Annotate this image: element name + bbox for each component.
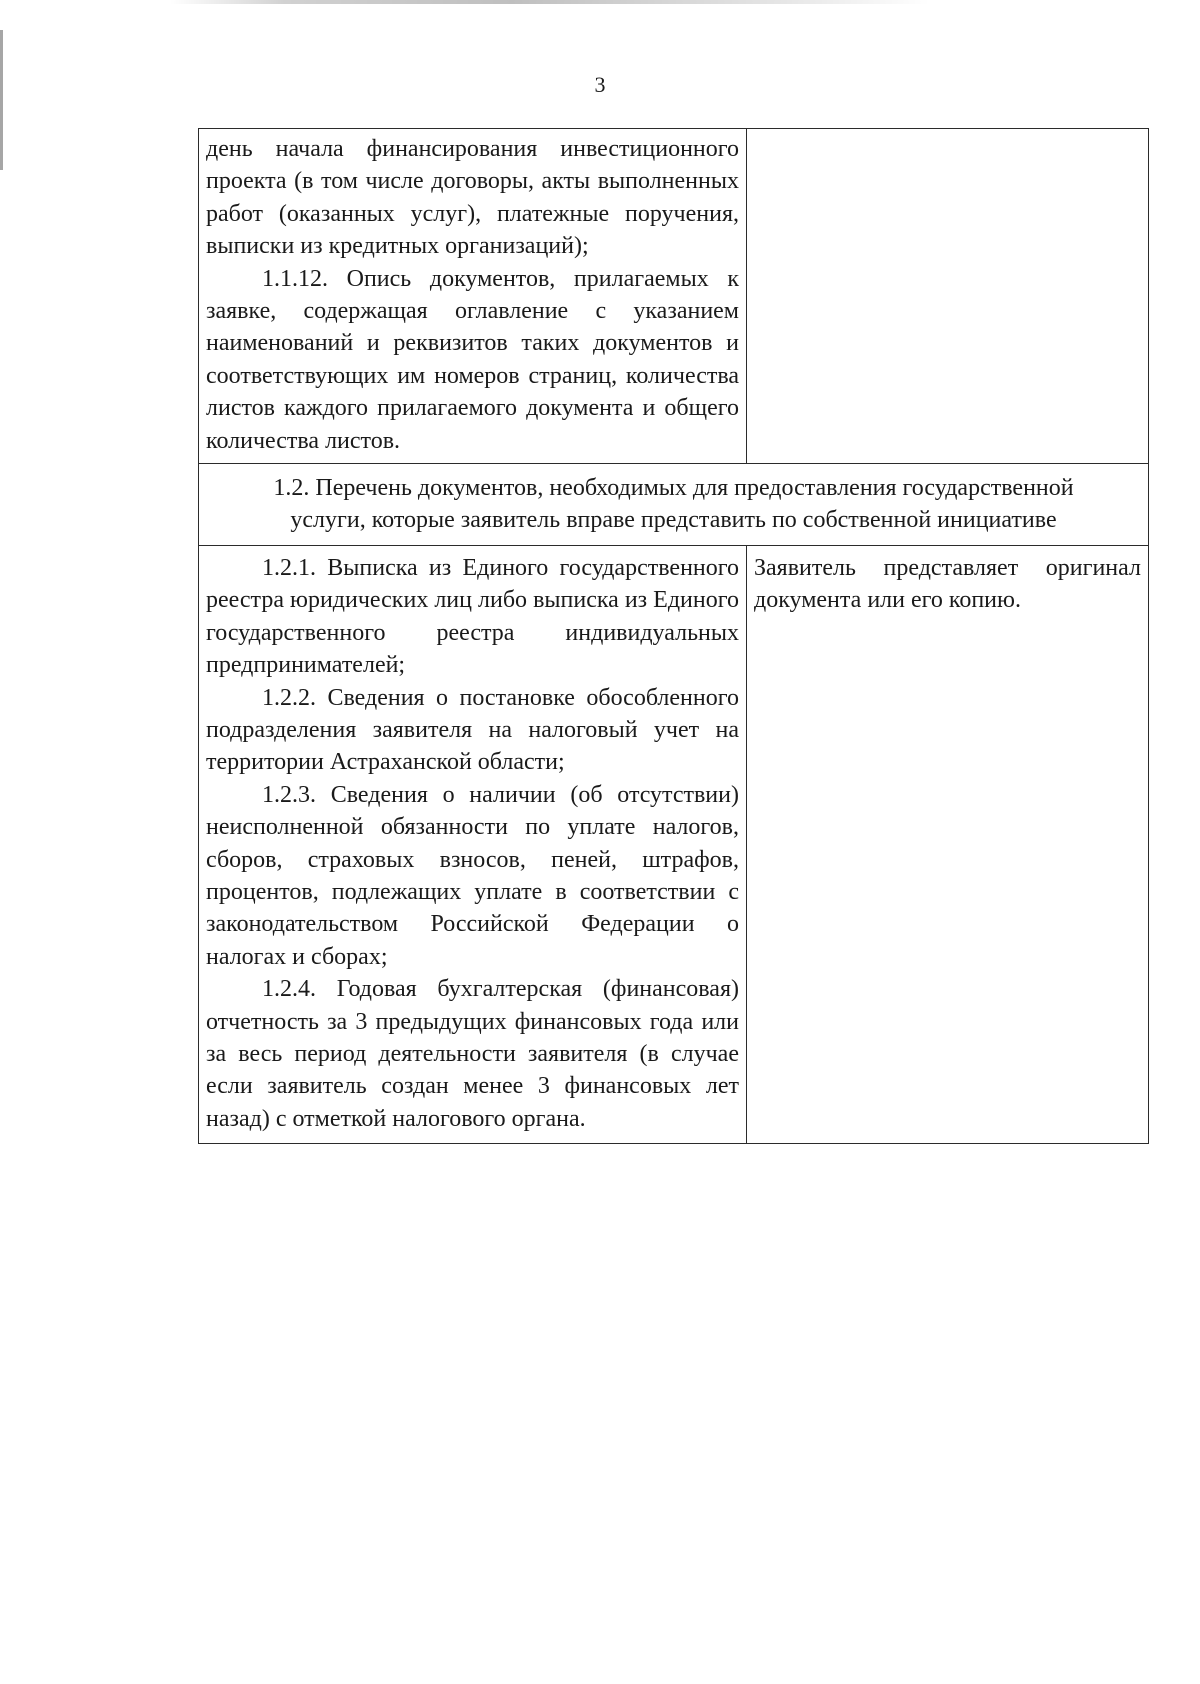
scan-edge-top (170, 0, 930, 4)
paragraph-1-2-2: 1.2.2. Сведения о постановке обособленного подразделения заявителя на налоговый учет на территории Астраханской области; (206, 684, 739, 776)
cell-documents-list (199, 129, 747, 464)
cell-requirements-empty (747, 129, 1149, 464)
paragraph-1-2-4: 1.2.4. Годовая бухгалтерская (финансовая) отчетность за 3 предыдущих финансовых года или за весь период деятельности заявителя (в случае если заявитель создан менее 3 финансовых лет назад) с отметкой налогового органа. (206, 976, 739, 1132)
paragraph-1-2-3: 1.2.3. Сведения о наличии (об отсутствии) неисполненной обязанности по уплате налогов, сборов, страховых взносов, пеней, штрафов, процентов, подлежащих уплате в соответствии с законодательством Российской Федерации о налогах и сборах; (206, 781, 739, 970)
paragraph-1-1-12: 1.1.12. Опись документов, прилагаемых к заявке, содержащая оглавление с указанием наименований и реквизитов таких документов и соответствующих им номеров страниц, количества листов каждого прилагаемого документа и общего количества листов. (206, 265, 739, 454)
cell-documents-1-2 (199, 545, 747, 1143)
page-number: 3 (594, 72, 606, 97)
document-table (198, 128, 1149, 1144)
table-row-continuation (199, 129, 1149, 464)
scan-edge-left (0, 30, 3, 170)
cell-requirement-original-or-copy: Заявитель представляет оригинал документа или его копию. (747, 545, 1149, 1143)
table-row-section-1-2 (199, 545, 1149, 1143)
section-heading-1-2: 1.2. Перечень документов, необходимых для предоставления государственной услуги, которые заявитель вправе представить по собственной инициативе (199, 464, 1149, 546)
table-row-section-heading (199, 464, 1149, 546)
paragraph-financing-documents: день начала финансирования инвестиционного проекта (в том числе договоры, акты выполненных работ (оказанных услуг), платежные поручения, выписки из кредитных организаций); (206, 136, 739, 260)
paragraph-1-2-1: 1.2.1. Выписка из Единого государственного реестра юридических лиц либо выписка из Единого государственного реестра индивидуальных предпринимателей; (206, 554, 739, 679)
